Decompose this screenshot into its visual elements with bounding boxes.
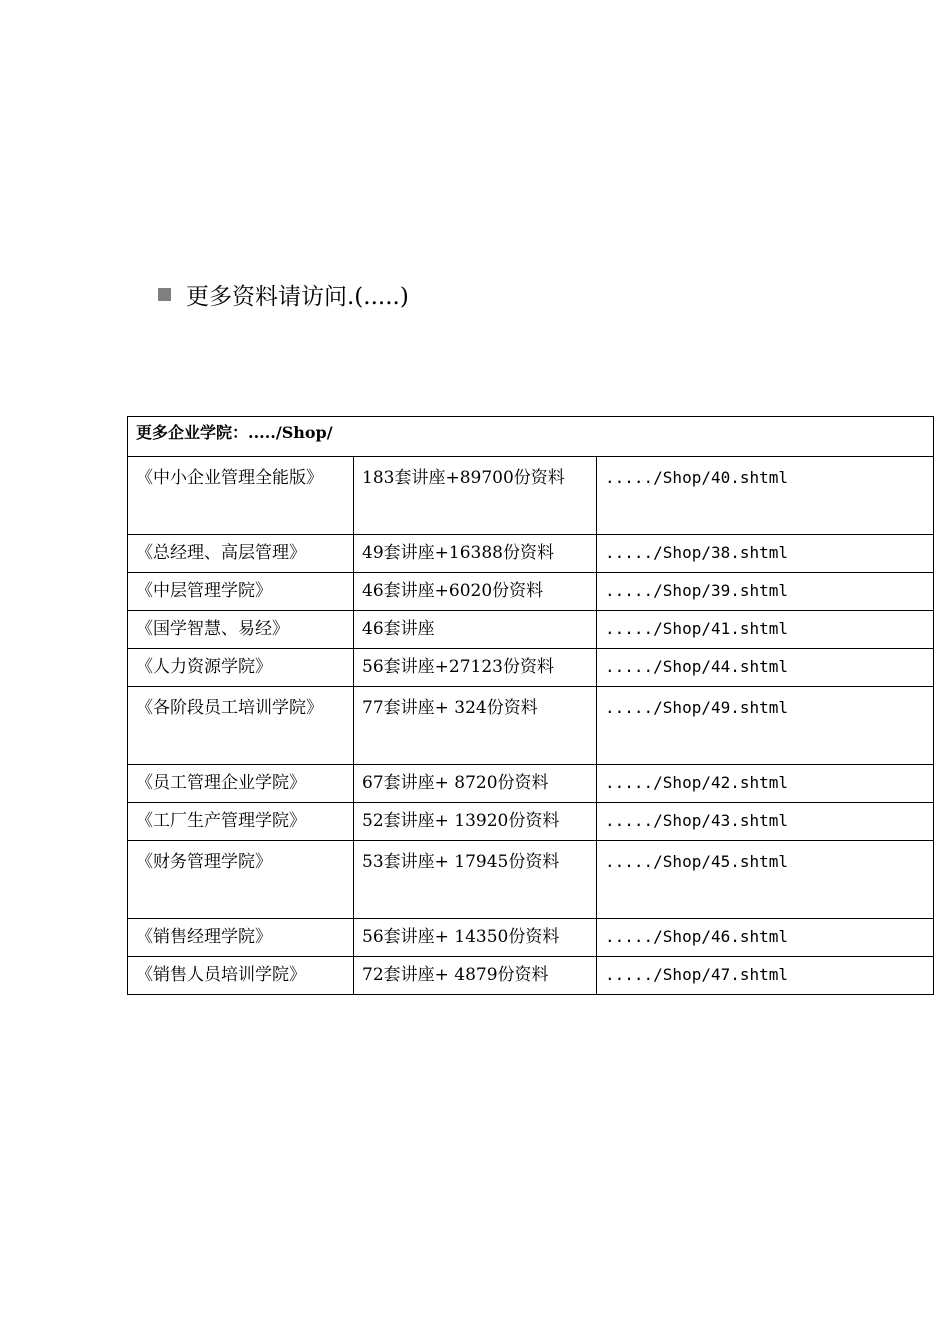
table-row bbox=[128, 573, 934, 611]
table-row bbox=[128, 649, 934, 687]
course-desc-cell: 67套讲座+ 8720份资料 bbox=[354, 765, 597, 803]
course-link-cell[interactable]: ...../Shop/39.shtml bbox=[597, 573, 934, 611]
course-desc-cell: 72套讲座+ 4879份资料 bbox=[354, 957, 597, 995]
course-link-cell[interactable]: ...../Shop/38.shtml bbox=[597, 535, 934, 573]
table-row bbox=[128, 611, 934, 649]
course-link-cell[interactable]: ...../Shop/47.shtml bbox=[597, 957, 934, 995]
course-desc-cell: 52套讲座+ 13920份资料 bbox=[354, 803, 597, 841]
course-link-cell[interactable]: ...../Shop/42.shtml bbox=[597, 765, 934, 803]
page-heading bbox=[158, 278, 409, 310]
course-desc-cell: 183套讲座+89700份资料 bbox=[354, 457, 597, 535]
course-link-cell[interactable]: ...../Shop/45.shtml bbox=[597, 841, 934, 919]
course-link-cell[interactable]: ...../Shop/43.shtml bbox=[597, 803, 934, 841]
table-row bbox=[128, 457, 934, 535]
table-header-cell[interactable]: 更多企业学院：...../Shop/ bbox=[128, 417, 934, 457]
table-row bbox=[128, 841, 934, 919]
course-name-cell: 《人力资源学院》 bbox=[128, 649, 354, 687]
course-name-cell: 《财务管理学院》 bbox=[128, 841, 354, 919]
table-row bbox=[128, 765, 934, 803]
course-name-cell: 《中层管理学院》 bbox=[128, 573, 354, 611]
table-row bbox=[128, 957, 934, 995]
table-header-row bbox=[128, 417, 934, 457]
course-name-cell: 《工厂生产管理学院》 bbox=[128, 803, 354, 841]
course-desc-cell: 46套讲座+6020份资料 bbox=[354, 573, 597, 611]
course-link-cell[interactable]: ...../Shop/46.shtml bbox=[597, 919, 934, 957]
course-link-cell[interactable]: ...../Shop/41.shtml bbox=[597, 611, 934, 649]
table-row bbox=[128, 687, 934, 765]
course-link-cell[interactable]: ...../Shop/44.shtml bbox=[597, 649, 934, 687]
course-name-cell: 《国学智慧、易经》 bbox=[128, 611, 354, 649]
course-desc-cell: 56套讲座+ 14350份资料 bbox=[354, 919, 597, 957]
course-name-cell: 《中小企业管理全能版》 bbox=[128, 457, 354, 535]
course-desc-cell: 77套讲座+ 324份资料 bbox=[354, 687, 597, 765]
course-name-cell: 《各阶段员工培训学院》 bbox=[128, 687, 354, 765]
square-bullet-icon bbox=[158, 288, 171, 301]
course-name-cell: 《总经理、高层管理》 bbox=[128, 535, 354, 573]
heading-text: 更多资料请访问.(.....) bbox=[186, 283, 409, 310]
course-link-cell[interactable]: ...../Shop/49.shtml bbox=[597, 687, 934, 765]
table-row bbox=[128, 919, 934, 957]
course-name-cell: 《员工管理企业学院》 bbox=[128, 765, 354, 803]
course-desc-cell: 46套讲座 bbox=[354, 611, 597, 649]
course-name-cell: 《销售人员培训学院》 bbox=[128, 957, 354, 995]
course-desc-cell: 56套讲座+27123份资料 bbox=[354, 649, 597, 687]
table-row bbox=[128, 803, 934, 841]
course-desc-cell: 49套讲座+16388份资料 bbox=[354, 535, 597, 573]
course-link-cell[interactable]: ...../Shop/40.shtml bbox=[597, 457, 934, 535]
course-desc-cell: 53套讲座+ 17945份资料 bbox=[354, 841, 597, 919]
course-name-cell: 《销售经理学院》 bbox=[128, 919, 354, 957]
resource-table bbox=[127, 416, 934, 995]
table-row bbox=[128, 535, 934, 573]
